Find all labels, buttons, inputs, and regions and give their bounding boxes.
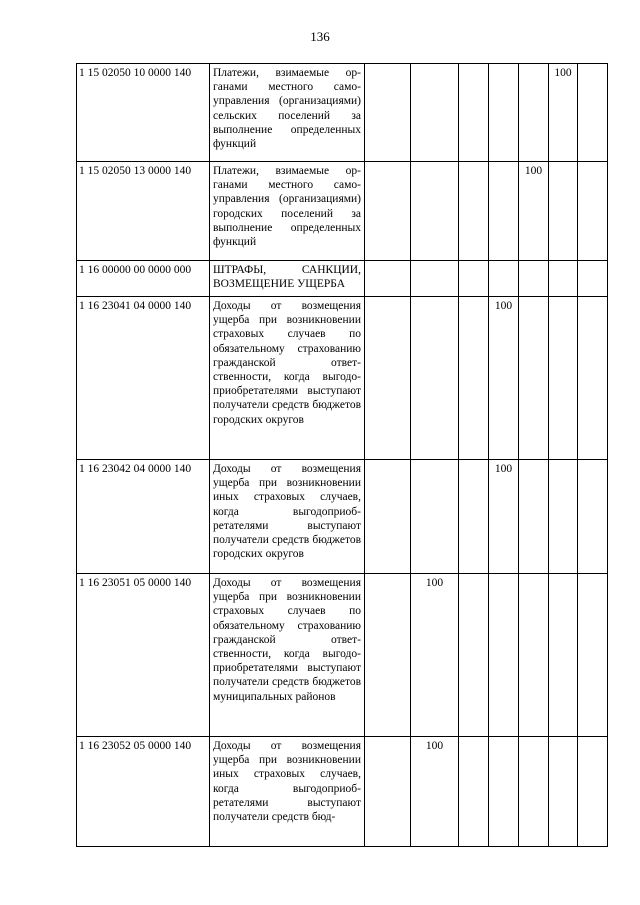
row-value-col-1	[365, 737, 411, 847]
row-value-col-2: 100	[411, 574, 459, 737]
row-value-col-1	[365, 574, 411, 737]
row-name: Доходы от возмещения ущерба при возникновении страховых случаев по обязательному страхованию гражданской ответственности, когда выгодоприобретателями выступают получатели средств бюджетов городских округов	[210, 297, 365, 460]
row-value-col-7	[578, 64, 608, 162]
table-row	[77, 297, 608, 460]
table-row	[77, 460, 608, 574]
row-value-col-1	[365, 64, 411, 162]
row-name: Платежи, взимаемые органами местного самоуправления (организациями) городских поселений за выполнение определенных функций	[210, 162, 365, 261]
row-value-col-1	[365, 460, 411, 574]
row-code: 1 16 00000 00 0000 000	[77, 261, 210, 297]
row-value-col-7	[578, 162, 608, 261]
row-value-col-5	[519, 737, 549, 847]
row-value-col-1	[365, 162, 411, 261]
page-number: 136	[310, 29, 330, 44]
row-code: 1 16 23052 05 0000 140	[77, 737, 210, 847]
row-code: 1 16 23042 04 0000 140	[77, 460, 210, 574]
row-value-col-6	[549, 460, 578, 574]
row-value-col-4	[489, 737, 519, 847]
row-value-col-6	[549, 297, 578, 460]
row-value-col-3	[459, 261, 489, 297]
row-value-col-7	[578, 574, 608, 737]
row-value-col-6	[549, 261, 578, 297]
row-value-col-5	[519, 64, 549, 162]
table-row	[77, 162, 608, 261]
budget-table	[76, 63, 608, 847]
row-value-col-4	[489, 64, 519, 162]
row-code: 1 15 02050 13 0000 140	[77, 162, 210, 261]
row-value-col-3	[459, 737, 489, 847]
row-value-col-2	[411, 261, 459, 297]
row-value-col-3	[459, 460, 489, 574]
row-value-col-7	[578, 297, 608, 460]
row-value-col-5	[519, 460, 549, 574]
row-value-col-4: 100	[489, 297, 519, 460]
row-value-col-3	[459, 64, 489, 162]
row-name: Доходы от возмещения ущерба при возникновении иных страховых случаев, когда выгодоприобретателями выступают получатели средств бюд-	[210, 737, 365, 847]
row-value-col-5	[519, 574, 549, 737]
row-value-col-6	[549, 574, 578, 737]
row-name: Доходы от возмещения ущерба при возникновении страховых случаев по обязательному страхованию гражданской ответственности, когда выгодоприобретателями выступают получатели средств бюджетов муниципальных районов	[210, 574, 365, 737]
table-row	[77, 64, 608, 162]
row-value-col-4	[489, 261, 519, 297]
row-value-col-6	[549, 162, 578, 261]
row-value-col-1	[365, 261, 411, 297]
row-value-col-7	[578, 261, 608, 297]
row-value-col-6	[549, 737, 578, 847]
row-value-col-1	[365, 297, 411, 460]
row-value-col-4	[489, 574, 519, 737]
row-value-col-4: 100	[489, 460, 519, 574]
row-value-col-3	[459, 574, 489, 737]
row-value-col-2	[411, 460, 459, 574]
table-row	[77, 574, 608, 737]
table-body	[77, 64, 608, 847]
row-value-col-3	[459, 162, 489, 261]
row-name: ШТРАФЫ, САНКЦИИ, ВОЗМЕЩЕНИЕ УЩЕРБА	[210, 261, 365, 297]
row-value-col-7	[578, 460, 608, 574]
table-row	[77, 261, 608, 297]
row-code: 1 15 02050 10 0000 140	[77, 64, 210, 162]
row-value-col-2	[411, 64, 459, 162]
row-code: 1 16 23051 05 0000 140	[77, 574, 210, 737]
row-value-col-5: 100	[519, 162, 549, 261]
row-value-col-6: 100	[549, 64, 578, 162]
row-value-col-5	[519, 261, 549, 297]
row-value-col-2	[411, 162, 459, 261]
row-value-col-3	[459, 297, 489, 460]
row-value-col-7	[578, 737, 608, 847]
row-value-col-4	[489, 162, 519, 261]
row-name: Доходы от возмещения ущерба при возникновении иных страховых случаев, когда выгодоприобретателями выступают получатели средств бюджетов городских округов	[210, 460, 365, 574]
row-code: 1 16 23041 04 0000 140	[77, 297, 210, 460]
row-value-col-2: 100	[411, 737, 459, 847]
row-value-col-5	[519, 297, 549, 460]
row-name: Платежи, взимаемые органами местного самоуправления (организациями) сельских поселений за выполнение определенных функций	[210, 64, 365, 162]
row-value-col-2	[411, 297, 459, 460]
table-row	[77, 737, 608, 847]
